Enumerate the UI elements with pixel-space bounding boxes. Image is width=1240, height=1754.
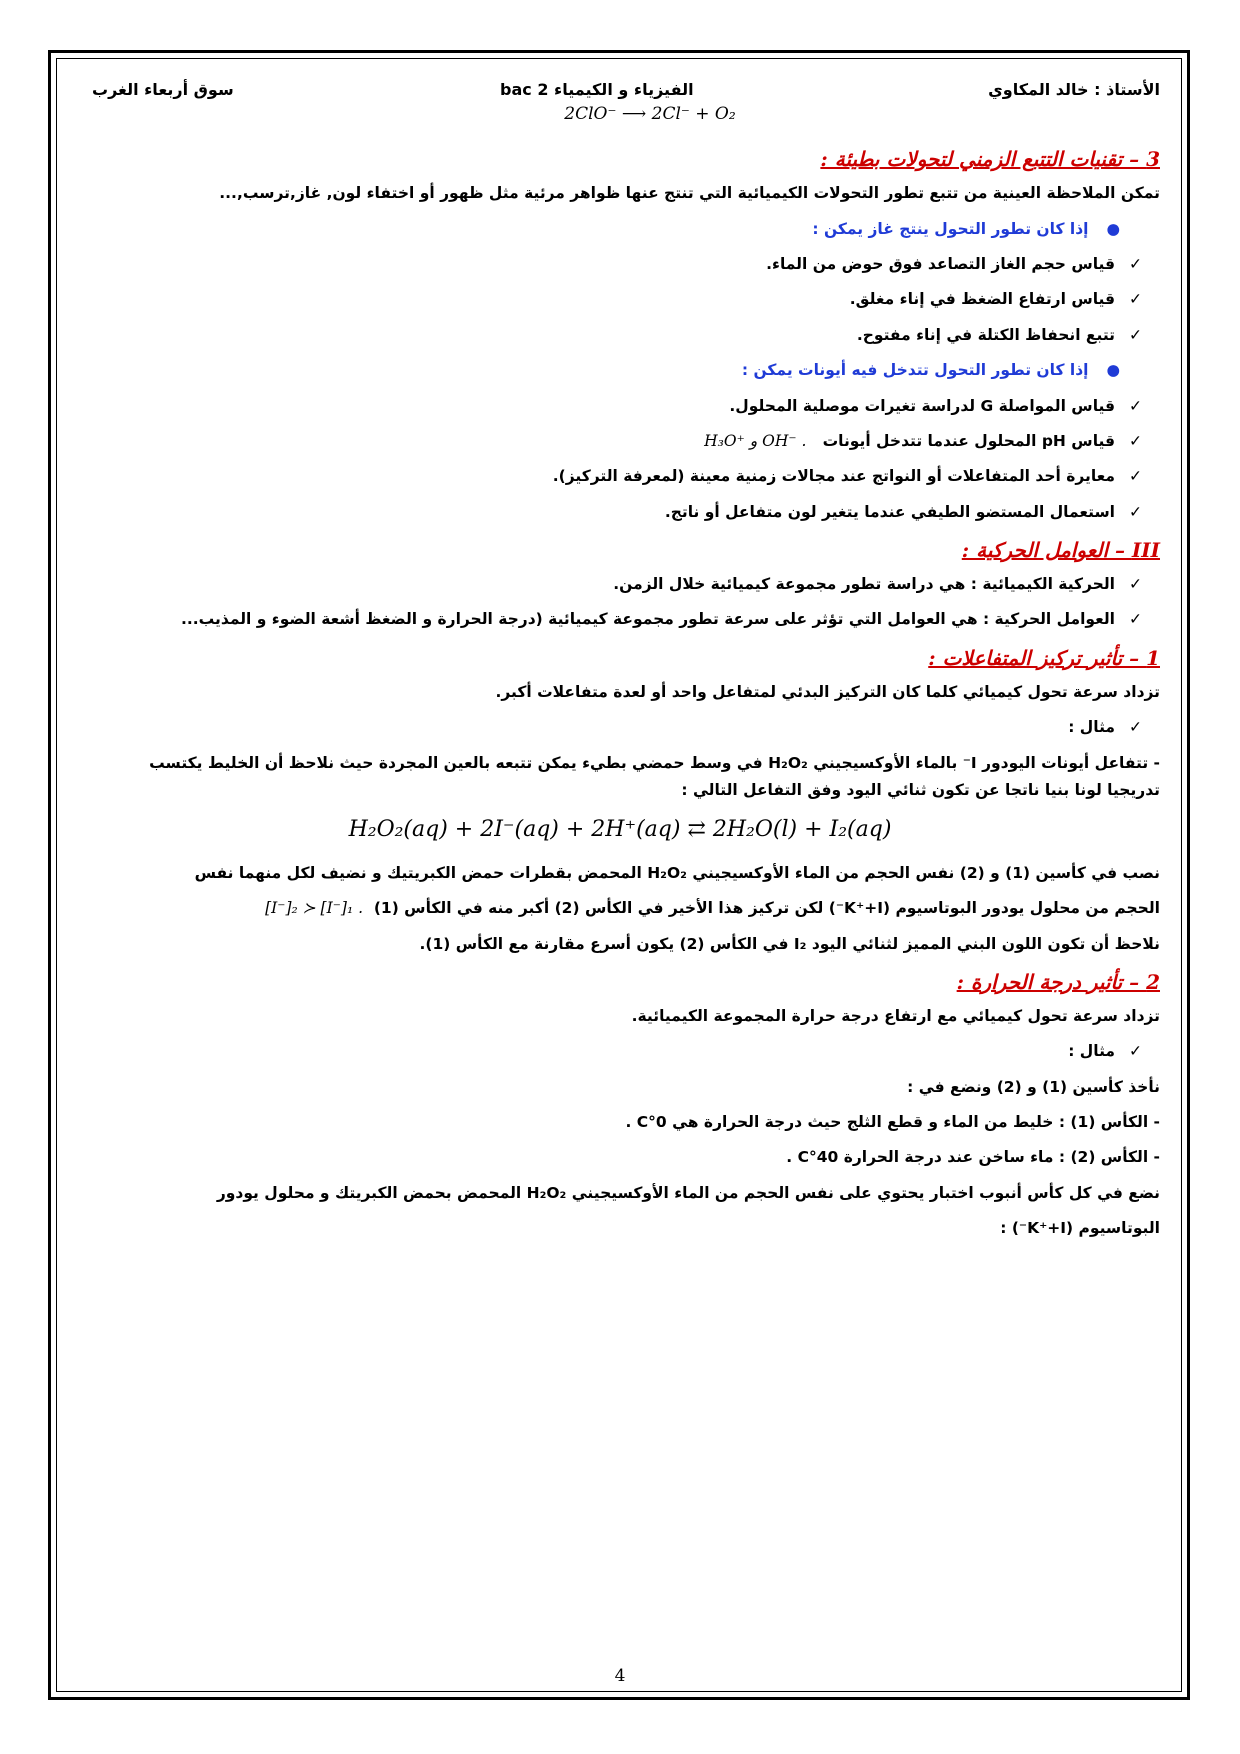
list-item-text: الحركية الكيميائية : هي دراسة تطور مجموعة كيميائية خلال الزمن. bbox=[613, 575, 1115, 593]
section-iii-title: III – العوامل الحركية : bbox=[961, 538, 1160, 562]
page-number: 4 bbox=[614, 1666, 626, 1686]
check-icon: ✓ bbox=[1129, 718, 1142, 737]
top-equation: 2ClO⁻ ⟶ 2Cl⁻ + O₂ bbox=[564, 104, 736, 124]
list-item bbox=[80, 290, 1160, 309]
section3-intro: تمكن الملاحظة العينية من تتبع تطور التحولات الكيميائية التي تنتج عنها ظواهر مرئية مثل ظهور أو اختفاء لون, غاز,ترسب,... bbox=[219, 184, 1160, 203]
check-icon: ✓ bbox=[1129, 431, 1142, 450]
section3-title: 3 – تقنيات التتبع الزمني لتحولات بطيئة : bbox=[820, 147, 1160, 172]
paragraph-3: نلاحظ أن تكون اللون البني المميز لثنائي اليود I₂ في الكأس (2) يكون أسرع مقارنة مع الكأس (1). bbox=[419, 934, 1160, 953]
page-header bbox=[80, 72, 1160, 102]
list-item bbox=[80, 575, 1160, 594]
line-5: البوتاسيوم (K⁺+I⁻) : bbox=[1000, 1219, 1160, 1238]
ion-heading bbox=[80, 361, 1160, 380]
bullet-icon: ● bbox=[1106, 219, 1120, 238]
line-1: نأخذ كأسين (1) و (2) ونضع في : bbox=[907, 1077, 1160, 1096]
bullet-icon: ● bbox=[1106, 361, 1120, 380]
example-text-2: تدريجيا لونا بنيا ناتجا عن تكون ثنائي اليود وفق التفاعل التالي : bbox=[681, 780, 1160, 799]
school-name: سوق أربعاء الغرب bbox=[92, 80, 234, 99]
subject-title: الفيزياء و الكيمياء 2 bac bbox=[500, 80, 694, 99]
example-label-text: مثال : bbox=[1068, 718, 1115, 737]
check-icon: ✓ bbox=[1129, 290, 1142, 309]
teacher-name: الأستاذ : خالد المكاوي bbox=[988, 80, 1160, 99]
list-item bbox=[80, 255, 1160, 274]
example-label bbox=[80, 1042, 1160, 1061]
list-item-text: استعمال المستضو الطيفي عندما يتغير لون متفاعل أو ناتج. bbox=[664, 502, 1115, 521]
line-4: نضع في كل كأس أنبوب اختبار يحتوي على نفس الحجم من الماء الأوكسيجيني H₂O₂ المحمض بحمض الكبريتك و محلول يودور bbox=[216, 1183, 1160, 1202]
list-item bbox=[80, 432, 1160, 451]
section2-rule: تزداد سرعة تحول كيميائي مع ارتفاع درجة حرارة المجموعة الكيميائية. bbox=[631, 1006, 1160, 1025]
example-label-text: مثال : bbox=[1068, 1042, 1115, 1061]
line-3: - الكأس (2) : ماء ساخن عند درجة الحرارة 40°C . bbox=[786, 1148, 1160, 1167]
section1-title: 1 – تأثير تركيز المتفاعلات : bbox=[928, 645, 1160, 670]
gas-heading bbox=[80, 220, 1160, 239]
check-icon: ✓ bbox=[1129, 610, 1142, 629]
list-item-text: قياس pH المحلول عندما تتدخل أيونات bbox=[822, 431, 1115, 450]
list-item bbox=[80, 503, 1160, 522]
list-item-text: قياس المواصلة G لدراسة تغيرات موصلية المحلول. bbox=[729, 396, 1115, 415]
check-icon: ✓ bbox=[1129, 575, 1142, 593]
check-icon: ✓ bbox=[1129, 467, 1142, 486]
gas-heading-text: إذا كان تطور التحول ينتج غاز يمكن : bbox=[812, 219, 1089, 238]
check-icon: ✓ bbox=[1129, 1042, 1142, 1061]
list-item-text: قياس حجم الغاز التصاعد فوق حوض من الماء. bbox=[766, 255, 1115, 273]
reaction-equation: H₂O₂(aq) + 2I⁻(aq) + 2H⁺(aq) ⇄ 2H₂O(l) + I₂(aq) bbox=[348, 817, 892, 843]
list-item-text: معايرة أحد المتفاعلات أو النواتج عند مجالات زمنية معينة (لمعرفة التركيز). bbox=[552, 467, 1115, 486]
ion-heading-text: إذا كان تطور التحول تتدخل فيه أيونات يمكن : bbox=[741, 361, 1089, 380]
check-icon: ✓ bbox=[1129, 502, 1142, 521]
list-item bbox=[80, 467, 1160, 486]
list-item bbox=[80, 610, 1160, 629]
line-2: - الكأس (1) : خليط من الماء و قطع الثلج حيث درجة الحرارة هي 0°C . bbox=[625, 1113, 1160, 1131]
section2-title: 2 – تأثير درجة الحرارة : bbox=[956, 969, 1160, 994]
document-page bbox=[80, 72, 1160, 1255]
list-item-text: قياس ارتفاع الضغظ في إناء مغلق. bbox=[849, 290, 1115, 309]
ion-formula: H₃O⁺ و OH⁻ . bbox=[704, 431, 807, 450]
list-item-text: العوامل الحركية : هي العوامل التي تؤثر على سرعة تطور مجموعة كيميائية (درجة الحرارة و الضغظ أشعة الضوء و المذيب... bbox=[180, 610, 1115, 629]
concentration-inequality: [I⁻]₂ ≻ [I⁻]₁ . bbox=[265, 899, 364, 918]
list-item-text: تتبع انحفاظ الكتلة في إناء مفتوح. bbox=[856, 325, 1115, 344]
check-icon: ✓ bbox=[1129, 325, 1142, 344]
paragraph-2 bbox=[80, 899, 1160, 918]
example-label bbox=[80, 718, 1160, 737]
list-item bbox=[80, 326, 1160, 345]
paragraph-1: نصب في كأسين (1) و (2) نفس الحجم من الماء الأوكسيجيني H₂O₂ المحمض بقطرات حمض الكبريتيك و نضيف لكل منهما نفس bbox=[194, 863, 1160, 882]
list-item bbox=[80, 397, 1160, 416]
check-icon: ✓ bbox=[1129, 255, 1142, 273]
check-icon: ✓ bbox=[1129, 396, 1142, 415]
section1-rule: تزداد سرعة تحول كيميائي كلما كان التركيز البدئي لمتفاعل واحد أو لعدة متفاعلات أكبر. bbox=[495, 682, 1160, 701]
example-text-1: - تتفاعل أيونات اليودور I⁻ بالماء الأوكسيجيني H₂O₂ في وسط حمضي بطيء يمكن تتبعه بالعين المجردة حيث نلاحظ أن الخليط يكتسب bbox=[149, 753, 1160, 772]
paragraph-2-text: الحجم من محلول يودور البوتاسيوم (K⁺+I⁻) لكن تركيز هذا الأخير في الكأس (2) أكبر منه في الكأس (1) bbox=[373, 899, 1160, 918]
